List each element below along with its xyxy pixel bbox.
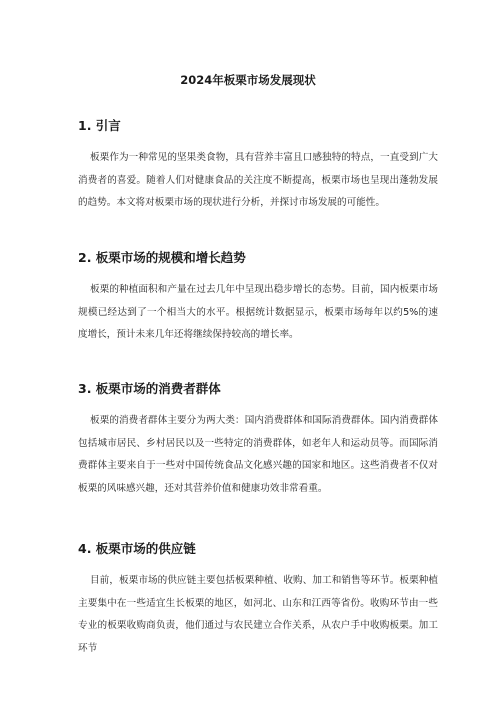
section-paragraph: 板栗的消费者群体主要分为两大类：国内消费群体和国际消费群体。国内消费群体包括城市居民、乡村居民以及一些特定的消费群体，如老年人和运动员等。而国际消费群体主要来自于一些对中国传统食品文化感兴趣的国家和地区。这些消费者不仅对板栗的风味感兴趣，还对其营养价值和健康功效非常看重。: [78, 415, 438, 494]
section-supply-chain: [78, 540, 438, 660]
section-introduction: [78, 117, 438, 215]
document-title: 2024年板栗市场发展现状: [180, 73, 316, 87]
section-heading: 4. 板栗市场的供应链: [78, 541, 196, 556]
section-heading: 1. 引言: [78, 118, 121, 133]
section-consumers: [78, 380, 438, 500]
section-heading: 2. 板栗市场的规模和增长趋势: [78, 250, 246, 265]
section-paragraph: 板栗的种植面积和产量在过去几年中呈现出稳步增长的态势。目前，国内板栗市场规模已经达到了一个相当大的水平。根据统计数据显示，板栗市场每年以约5%的速度增长，预计未来几年还将继续保持较高的增长率。: [78, 284, 438, 340]
section-paragraph: 板栗作为一种常见的坚果类食物，具有营养丰富且口感独特的特点，一直受到广大消费者的喜爱。随着人们对健康食品的关注度不断提高，板栗市场也呈现出蓬勃发展的趋势。本文将对板栗市场的现状进行分析，并探讨市场发展的可能性。: [78, 152, 438, 208]
section-market-scale: [78, 249, 438, 347]
section-paragraph: 目前，板栗市场的供应链主要包括板栗种植、收购、加工和销售等环节。板栗种植主要集中在一些适宜生长板栗的地区，如河北、山东和江西等省份。收购环节由一些专业的板栗收购商负责，他们通过与农民建立合作关系，从农户手中收购板栗。加工环节: [78, 575, 438, 654]
section-heading: 3. 板栗市场的消费者群体: [78, 381, 221, 396]
